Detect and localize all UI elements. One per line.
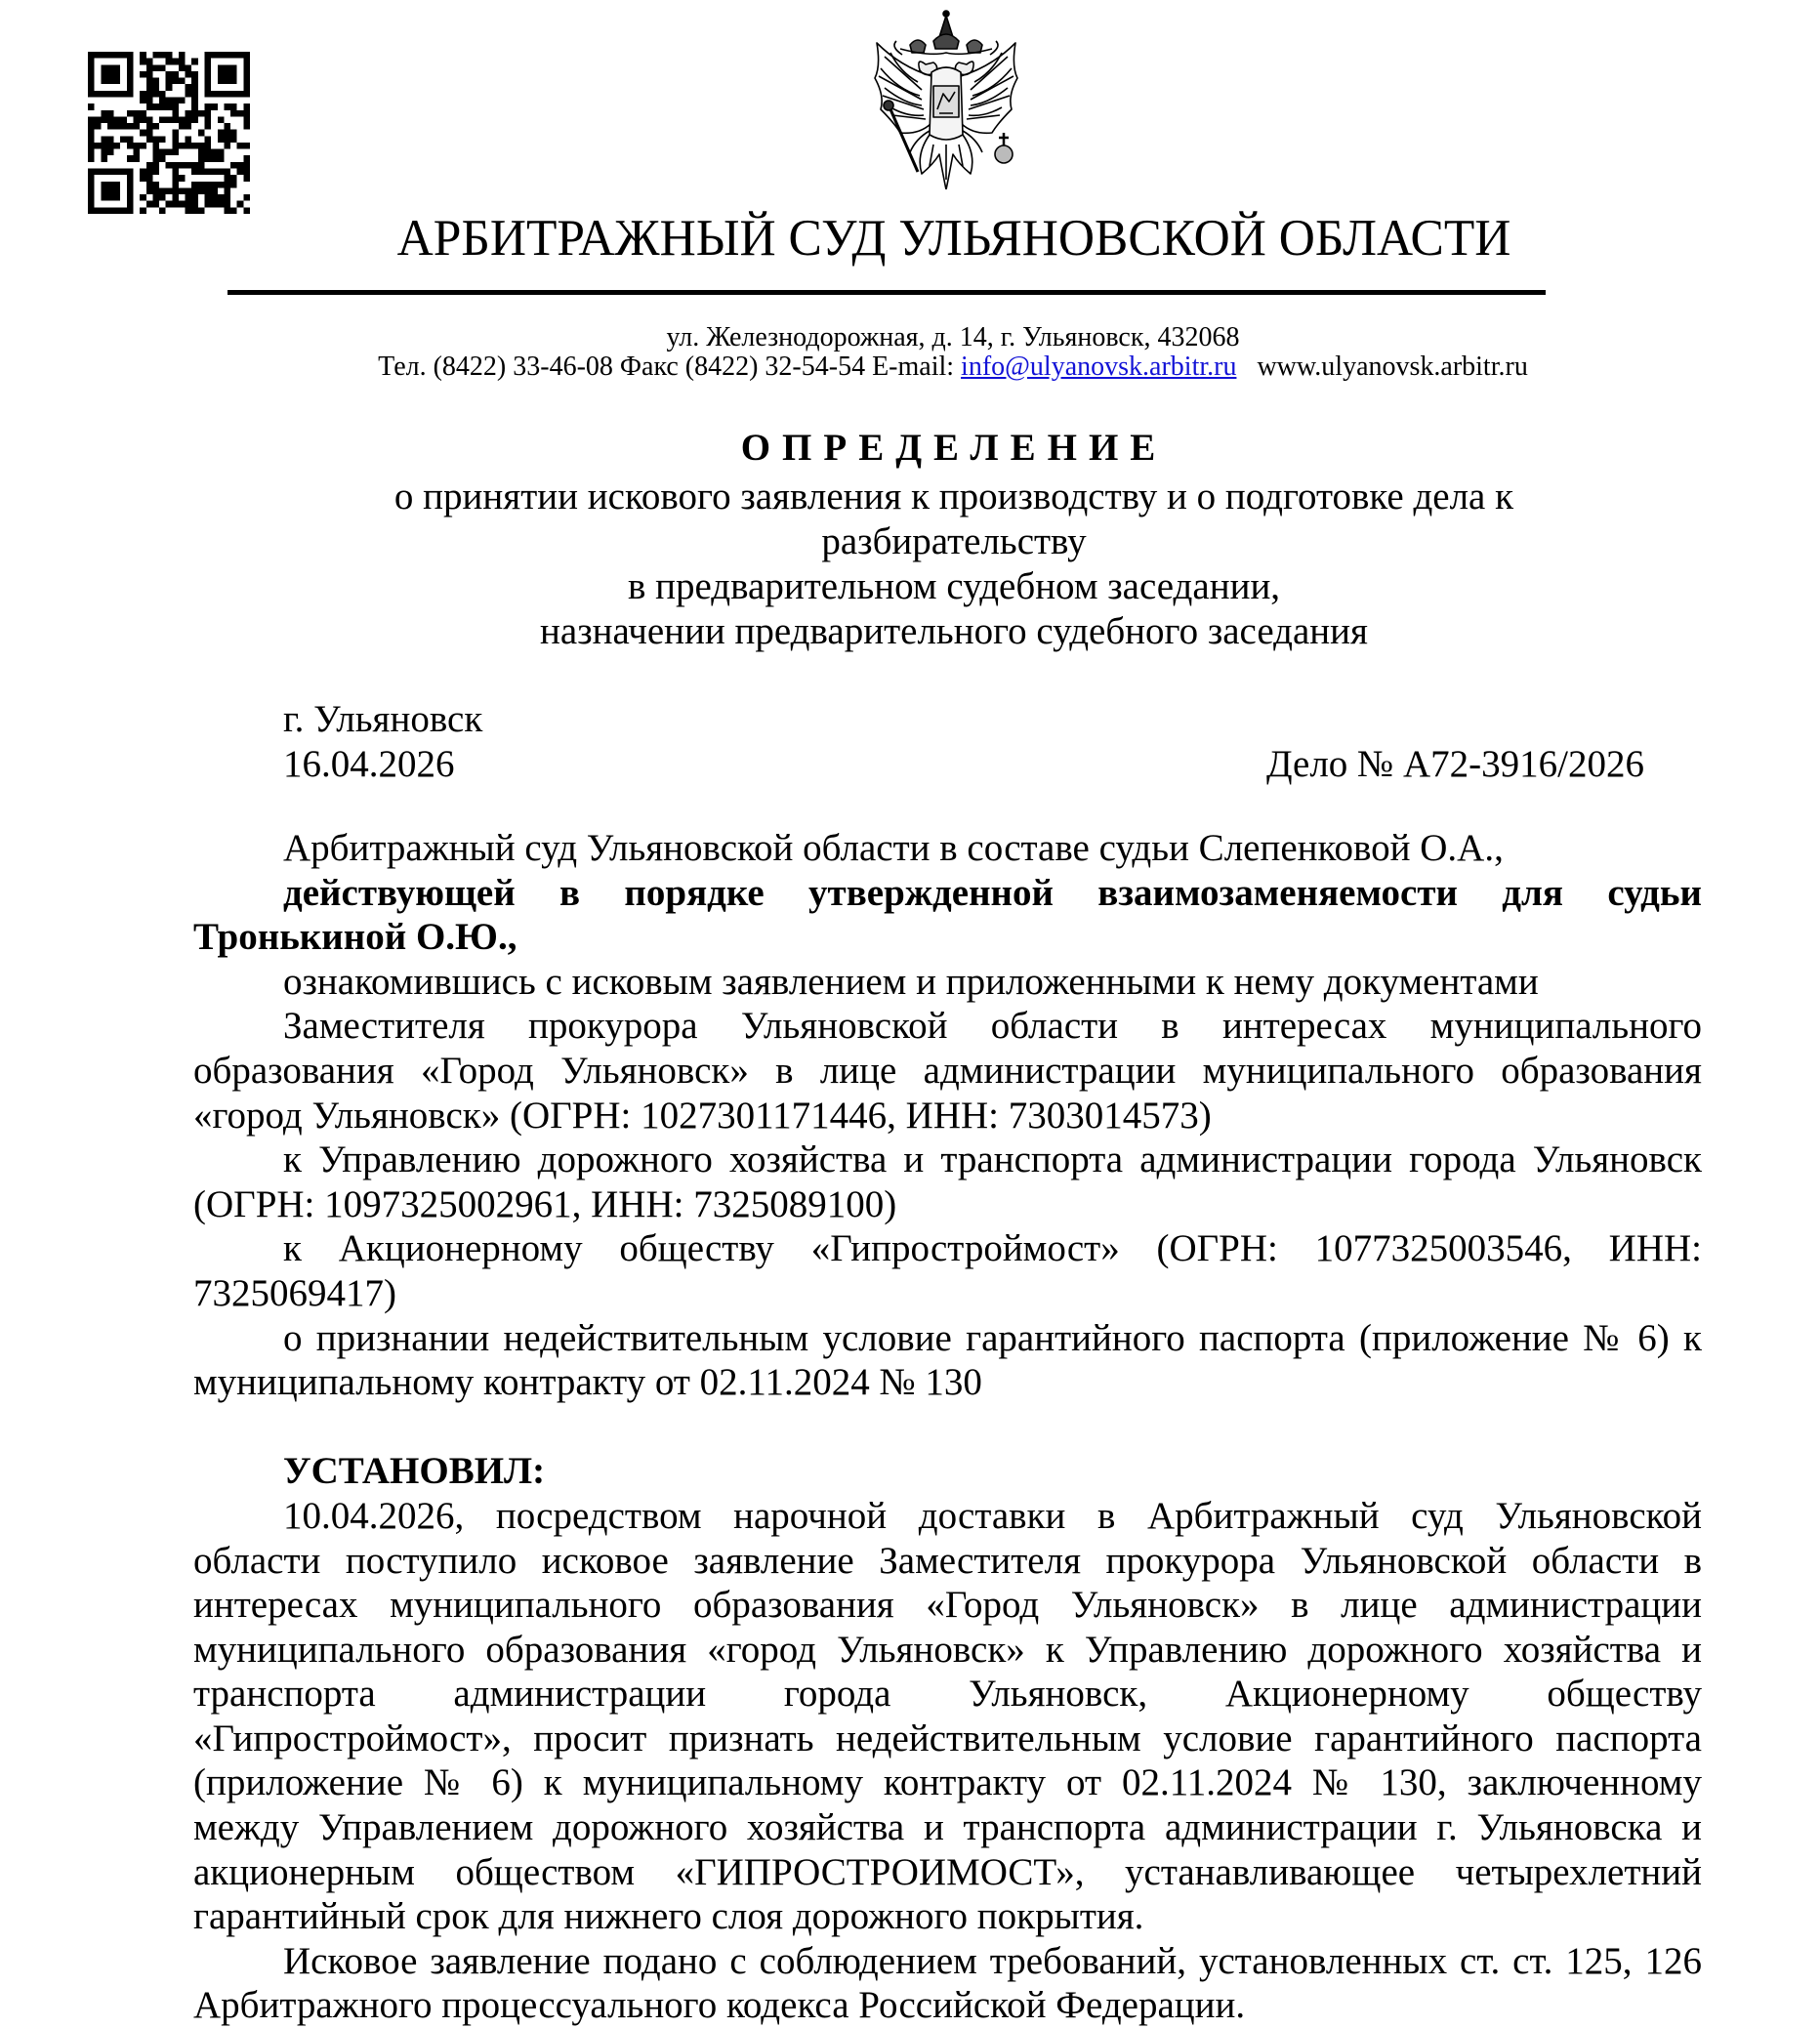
qr-module — [224, 143, 230, 149]
qr-module — [107, 143, 114, 149]
qr-module — [230, 110, 237, 117]
qr-module — [186, 84, 192, 91]
qr-module — [146, 116, 153, 123]
qr-module — [172, 130, 179, 137]
qr-module — [140, 91, 146, 98]
qr-module — [230, 162, 237, 169]
text-line: Исковое заявление подано с соблюдением требований, установленных ст. ст. 125, 126 — [283, 1939, 1702, 1982]
qr-module — [191, 91, 198, 98]
qr-module — [152, 64, 159, 71]
qr-module — [218, 155, 225, 162]
text-line: действующей в порядке утвержденной взаимозаменяемости для судьи — [283, 871, 1702, 914]
qr-module — [205, 201, 212, 208]
qr-module — [243, 169, 250, 176]
qr-module — [146, 175, 153, 182]
text-line: Арбитражного процессуального кодекса Российской Федерации. — [193, 1984, 1246, 2027]
phone-fax-email-label: Тел. (8422) 33-46-08 Факс (8422) 32-54-54 E-mail: — [378, 352, 962, 382]
text-line: транспорта администрации города Ульяновск, Акционерному обществу — [193, 1673, 1702, 1716]
qr-module — [159, 116, 166, 123]
qr-module — [140, 59, 146, 65]
qr-module — [186, 116, 192, 123]
qr-module — [140, 130, 146, 137]
qr-module — [237, 110, 244, 117]
qr-module — [107, 110, 114, 117]
document-subtitle-line: в предварительном судебном заседании, — [627, 565, 1281, 607]
qr-module — [243, 116, 250, 123]
qr-module — [191, 169, 198, 176]
qr-module — [191, 84, 198, 91]
qr-module — [186, 194, 192, 201]
qr-module — [140, 143, 146, 149]
qr-module — [179, 52, 186, 59]
city: г. Ульяновск — [283, 698, 483, 740]
qr-module — [186, 162, 192, 169]
qr-module — [166, 52, 173, 59]
qr-module — [152, 52, 159, 59]
qr-module — [230, 130, 237, 137]
qr-module — [211, 201, 218, 208]
qr-module — [211, 194, 218, 201]
qr-module — [152, 182, 159, 188]
qr-module — [205, 123, 212, 130]
qr-module — [172, 175, 179, 182]
qr-module — [101, 64, 120, 84]
qr-module — [159, 136, 166, 143]
qr-module — [243, 162, 250, 169]
qr-module — [172, 103, 179, 110]
qr-module — [152, 143, 159, 149]
qr-module — [140, 97, 146, 103]
qr-module — [152, 136, 159, 143]
qr-module — [146, 136, 153, 143]
qr-module — [218, 116, 225, 123]
text-line: к Управлению дорожного хозяйства и транспорта администрации города Ульяновск — [283, 1138, 1702, 1181]
spacer — [1236, 352, 1257, 382]
qr-module — [198, 162, 205, 169]
qr-module — [191, 201, 198, 208]
qr-module — [224, 194, 230, 201]
qr-module — [179, 143, 186, 149]
russian-coat-of-arms-icon — [861, 8, 1031, 189]
qr-module — [140, 110, 146, 117]
established-heading: УСТАНОВИЛ: — [283, 1450, 546, 1493]
text-line: области поступило исковое заявление Заместителя прокурора Ульяновской области в — [193, 1539, 1702, 1582]
qr-module — [191, 103, 198, 110]
qr-module — [186, 143, 192, 149]
qr-module — [211, 155, 218, 162]
qr-module — [146, 123, 153, 130]
website-text: www.ulyanovsk.arbitr.ru — [1257, 352, 1528, 382]
text-line: 7325069417) — [193, 1271, 396, 1314]
qr-module — [101, 143, 107, 149]
qr-module — [166, 201, 173, 208]
text-line: 10.04.2026, посредством нарочной доставки в Арбитражный суд Ульяновской — [283, 1494, 1702, 1537]
qr-module — [146, 182, 153, 188]
qr-module — [159, 194, 166, 201]
document-body — [193, 826, 1702, 2028]
qr-module — [191, 162, 198, 169]
qr-module — [205, 143, 212, 149]
qr-module — [230, 103, 237, 110]
document-type-title: ОПРЕДЕЛЕНИЕ — [740, 427, 1168, 469]
qr-module — [211, 169, 218, 176]
qr-module — [146, 169, 153, 176]
qr-module — [88, 130, 95, 137]
qr-module — [191, 116, 198, 123]
qr-module — [146, 97, 153, 103]
qr-module — [166, 84, 173, 91]
qr-module — [198, 155, 205, 162]
qr-module — [191, 78, 198, 85]
qr-module — [146, 71, 153, 78]
qr-module — [179, 187, 186, 194]
qr-module — [166, 78, 173, 85]
qr-module — [88, 136, 95, 143]
qr-module — [237, 169, 244, 176]
qr-module — [191, 59, 198, 65]
qr-module — [120, 136, 127, 143]
qr-module — [133, 110, 140, 117]
qr-module — [243, 175, 250, 182]
qr-module — [205, 110, 212, 117]
qr-module — [127, 155, 134, 162]
qr-module — [127, 143, 134, 149]
qr-module — [152, 78, 159, 85]
text-line: «Гипростроймост», просит признать недействительным условие гарантийного паспорта — [193, 1717, 1702, 1759]
qr-module — [159, 97, 166, 103]
qr-module — [166, 59, 173, 65]
email-link[interactable]: info@ulyanovsk.arbitr.ru — [961, 352, 1237, 382]
qr-module — [191, 182, 198, 188]
qr-module — [205, 149, 212, 156]
qr-module — [166, 149, 173, 156]
qr-module — [172, 136, 179, 143]
qr-module — [186, 91, 192, 98]
qr-module — [198, 182, 205, 188]
qr-module — [101, 182, 120, 201]
qr-module — [133, 155, 140, 162]
text-line: (приложение № 6) к муниципальному контракту от 02.11.2024 № 130, заключенному — [193, 1761, 1702, 1804]
qr-module — [172, 201, 179, 208]
text-line: образования «Город Ульяновск» в лице администрации муниципального образования — [193, 1049, 1702, 1092]
qr-module — [179, 175, 186, 182]
qr-module — [243, 194, 250, 201]
qr-module — [152, 103, 159, 110]
qr-module — [159, 155, 166, 162]
court-contacts — [0, 352, 1820, 383]
qr-module — [179, 97, 186, 103]
qr-module — [179, 162, 186, 169]
text-line: Заместителя прокурора Ульяновской области в интересах муниципального — [283, 1005, 1702, 1048]
qr-module — [205, 194, 212, 201]
qr-module — [140, 116, 146, 123]
qr-module — [243, 110, 250, 117]
qr-module — [146, 201, 153, 208]
qr-module — [101, 136, 107, 143]
qr-module — [101, 116, 107, 123]
qr-module — [146, 78, 153, 85]
qr-module — [140, 194, 146, 201]
text-line: Тронькиной О.Ю., — [193, 916, 517, 959]
qr-module — [211, 103, 218, 110]
header-divider — [228, 290, 1546, 295]
qr-module — [133, 149, 140, 156]
qr-module — [152, 201, 159, 208]
qr-module — [224, 175, 230, 182]
qr-module — [237, 143, 244, 149]
qr-module — [179, 59, 186, 65]
qr-module — [191, 97, 198, 103]
qr-module — [211, 149, 218, 156]
qr-module — [172, 182, 179, 188]
qr-module — [186, 71, 192, 78]
qr-module — [166, 116, 173, 123]
qr-module — [205, 116, 212, 123]
qr-module — [166, 162, 173, 169]
qr-module — [186, 64, 192, 71]
qr-module — [205, 155, 212, 162]
text-line: (ОГРН: 1097325002961, ИНН: 7325089100) — [193, 1182, 897, 1225]
qr-module — [191, 187, 198, 194]
text-line: акционерным обществом «ГИПРОСТРОИМОСТ», устанавливающее четырехлетний — [193, 1850, 1702, 1893]
qr-module — [127, 110, 134, 117]
qr-module — [146, 187, 153, 194]
qr-module — [166, 103, 173, 110]
qr-module — [166, 187, 173, 194]
qr-module — [88, 123, 95, 130]
qr-module — [218, 149, 225, 156]
qr-module — [191, 194, 198, 201]
qr-module — [172, 162, 179, 169]
document-date: 16.04.2026 — [283, 743, 455, 785]
qr-module — [198, 130, 205, 137]
qr-module — [218, 182, 225, 188]
qr-module — [198, 110, 205, 117]
qr-module — [237, 201, 244, 208]
qr-module — [172, 143, 179, 149]
qr-module — [172, 110, 179, 117]
qr-module — [140, 71, 146, 78]
qr-module — [101, 110, 107, 117]
qr-module — [152, 149, 159, 156]
qr-module — [224, 103, 230, 110]
qr-module — [133, 143, 140, 149]
qr-code-icon[interactable] — [88, 52, 250, 214]
qr-module — [88, 149, 95, 156]
qr-module — [186, 187, 192, 194]
text-line: «город Ульяновск» (ОГРН: 1027301171446, ИНН: 7303014573) — [193, 1094, 1212, 1137]
qr-module — [224, 169, 230, 176]
qr-module — [146, 59, 153, 65]
qr-module — [224, 123, 230, 130]
qr-module — [230, 175, 237, 182]
qr-module — [140, 175, 146, 182]
qr-module — [172, 97, 179, 103]
qr-module — [179, 116, 186, 123]
qr-module — [179, 64, 186, 71]
text-line: Арбитражный суд Ульяновской области в составе судьи Слепенковой О.А., — [283, 827, 1504, 869]
qr-module — [205, 103, 212, 110]
text-line: интересах муниципального образования «Город Ульяновск» в лице администрации — [193, 1584, 1702, 1627]
qr-module — [146, 130, 153, 137]
qr-module — [243, 155, 250, 162]
qr-module — [152, 155, 159, 162]
qr-module — [120, 116, 127, 123]
qr-module — [146, 84, 153, 91]
qr-module — [166, 97, 173, 103]
text-line: о признании недействительным условие гарантийного паспорта (приложение № 6) к — [283, 1316, 1702, 1359]
qr-module — [230, 136, 237, 143]
qr-module — [88, 116, 95, 123]
qr-module — [146, 103, 153, 110]
qr-module — [186, 110, 192, 117]
qr-module — [191, 71, 198, 78]
qr-module — [179, 78, 186, 85]
qr-module — [152, 162, 159, 169]
document-subtitle-line: разбирательству — [821, 520, 1087, 562]
qr-module — [146, 162, 153, 169]
qr-module — [127, 123, 134, 130]
qr-module — [186, 201, 192, 208]
qr-module — [152, 169, 159, 176]
qr-module — [218, 169, 225, 176]
qr-module — [211, 187, 218, 194]
document-subtitle-line: о принятии искового заявления к производству и о подготовке дела к — [393, 476, 1514, 517]
qr-module — [88, 103, 95, 110]
qr-module — [211, 182, 218, 188]
qr-module — [224, 130, 230, 137]
qr-module — [127, 136, 134, 143]
qr-module — [218, 201, 225, 208]
qr-module — [133, 123, 140, 130]
qr-module — [107, 116, 114, 123]
text-line: гарантийный срок для нижнего слоя дорожного покрытия. — [193, 1895, 1144, 1938]
document-subtitle-line: назначении предварительного судебного заседания — [540, 610, 1368, 652]
qr-module — [191, 110, 198, 117]
qr-module — [146, 64, 153, 71]
qr-module — [120, 123, 127, 130]
qr-module — [152, 194, 159, 201]
qr-module — [146, 91, 153, 98]
text-line: муниципального образования «город Ульяновск» к Управлению дорожного хозяйства и — [193, 1628, 1702, 1671]
qr-module — [140, 169, 146, 176]
qr-module — [107, 123, 114, 130]
qr-module — [152, 187, 159, 194]
qr-module — [224, 182, 230, 188]
qr-module — [114, 143, 121, 149]
qr-module — [230, 182, 237, 188]
qr-module — [95, 143, 102, 149]
qr-module — [95, 123, 102, 130]
text-line: между Управлением дорожного хозяйства и транспорта администрации г. Ульяновска и — [193, 1806, 1702, 1849]
qr-module — [218, 194, 225, 201]
text-line: к Акционерному обществу «Гипростроймост» (ОГРН: 1077325003546, ИНН: — [283, 1227, 1702, 1270]
qr-module — [243, 143, 250, 149]
qr-module — [152, 123, 159, 130]
qr-module — [166, 71, 173, 78]
qr-module — [88, 143, 95, 149]
qr-module — [172, 71, 179, 78]
qr-module — [159, 64, 166, 71]
qr-module — [224, 187, 230, 194]
qr-module — [191, 143, 198, 149]
intro-section — [193, 826, 1702, 1405]
qr-module — [152, 91, 159, 98]
established-section — [193, 1494, 1702, 2028]
qr-module — [114, 123, 121, 130]
qr-module — [179, 123, 186, 130]
qr-module — [205, 187, 212, 194]
qr-module — [198, 169, 205, 176]
qr-module — [224, 201, 230, 208]
qr-module — [218, 64, 237, 84]
qr-module — [179, 201, 186, 208]
qr-module — [133, 116, 140, 123]
qr-module — [101, 155, 107, 162]
section-gap — [193, 1405, 1702, 1450]
qr-module — [159, 103, 166, 110]
qr-module — [205, 169, 212, 176]
qr-module — [172, 78, 179, 85]
qr-module — [88, 155, 95, 162]
case-number: Дело № А72-3916/2026 — [1265, 743, 1644, 785]
court-address: ул. Железнодорожная, д. 14, г. Ульяновск, 432068 — [666, 322, 1240, 352]
qr-module — [243, 103, 250, 110]
qr-module — [186, 136, 192, 143]
qr-module — [172, 187, 179, 194]
qr-module — [114, 116, 121, 123]
qr-module — [172, 116, 179, 123]
qr-module — [198, 149, 205, 156]
qr-module — [224, 136, 230, 143]
qr-module — [186, 123, 192, 130]
qr-module — [107, 149, 114, 156]
qr-module — [172, 194, 179, 201]
qr-module — [159, 187, 166, 194]
court-name: АРБИТРАЖНЫЙ СУД УЛЬЯНОВСКОЙ ОБЛАСТИ — [396, 210, 1511, 267]
qr-module — [152, 84, 159, 91]
text-line: муниципальному контракту от 02.11.2024 № 130 — [193, 1361, 982, 1404]
qr-module — [95, 116, 102, 123]
qr-module — [159, 52, 166, 59]
qr-module — [159, 149, 166, 156]
qr-module — [243, 123, 250, 130]
qr-module — [172, 169, 179, 176]
qr-module — [172, 149, 179, 156]
qr-module — [101, 149, 107, 156]
qr-module — [140, 52, 146, 59]
text-line: ознакомившись с исковым заявлением и приложенными к нему документами — [283, 960, 1539, 1003]
qr-module — [107, 136, 114, 143]
qr-module — [205, 182, 212, 188]
qr-module — [218, 136, 225, 143]
qr-module — [218, 130, 225, 137]
qr-module — [198, 143, 205, 149]
qr-module — [159, 91, 166, 98]
qr-module — [237, 162, 244, 169]
qr-module — [205, 136, 212, 143]
qr-module — [172, 59, 179, 65]
qr-module — [198, 187, 205, 194]
